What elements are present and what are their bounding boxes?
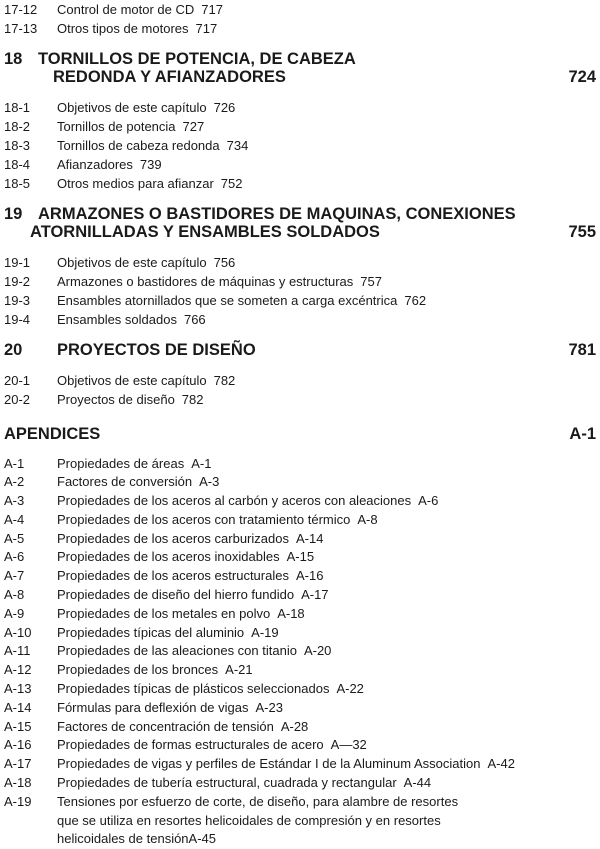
chapter-heading: [0, 50, 596, 86]
chapter-heading: [0, 341, 596, 359]
entry-number: A-3: [4, 493, 25, 509]
entry-number: A-6: [4, 549, 25, 565]
chapter-title-line: REDONDA Y AFIANZADORES: [53, 67, 286, 86]
entry-page: A-18: [277, 605, 305, 621]
entry-page: A-14: [295, 530, 324, 546]
entry-title: Factores de conversión: [57, 474, 193, 490]
entry-title: Ensambles atornillados que se someten a carga excéntrica: [57, 292, 398, 308]
entry-title: Propiedades de los bronces: [57, 662, 219, 678]
toc-entry: [0, 642, 596, 661]
toc-entry: [0, 253, 596, 272]
entry-title-wrap: [57, 136, 596, 155]
entry-title-wrap: [57, 492, 596, 511]
entry-title-wrap: [57, 511, 596, 530]
chapter-title: [38, 50, 568, 86]
toc-entry: [0, 98, 596, 117]
toc-entry: [0, 718, 596, 737]
entry-page: 762: [404, 292, 427, 308]
toc-entry: [0, 455, 596, 474]
entry-page: 727: [182, 118, 205, 134]
toc-entry: [0, 174, 596, 193]
entry-number: 17-12: [4, 1, 38, 17]
appendices-page: A-1: [569, 424, 596, 443]
entry-title: Tornillos de cabeza redonda: [57, 137, 220, 153]
toc-entry: [0, 755, 596, 774]
entry-title: Propiedades típicas de plásticos seleccionados: [57, 681, 330, 697]
entry-page: A-6: [418, 493, 439, 509]
entry-title-wrap: [57, 680, 596, 699]
chapter-title-line: ARMAZONES O BASTIDORES DE MAQUINAS, CONEXIONES: [38, 204, 516, 223]
entry-page: 766: [183, 311, 206, 327]
entry-page: 734: [226, 137, 249, 153]
toc-entry: [0, 586, 596, 605]
entry-title: Propiedades de áreas: [57, 455, 185, 471]
toc-entry: [0, 117, 596, 136]
toc-entry: [0, 699, 596, 718]
entry-title-line: helicoidales de tensión: [57, 831, 189, 847]
chapter-title: [30, 204, 568, 241]
entry-title-wrap: [57, 755, 596, 774]
entry-title-wrap: [57, 605, 596, 624]
entry-title-wrap: [57, 699, 596, 718]
entry-title-wrap: [57, 774, 596, 793]
entry-page: 756: [213, 254, 236, 270]
toc-entry: [0, 548, 596, 567]
chapter-page: 724: [568, 67, 596, 86]
toc-entry: [0, 0, 596, 19]
entry-title: Tensiones por esfuerzo de corte, de diseño, para alambre de resortes: [57, 793, 459, 809]
entry-page: A-15: [286, 549, 315, 565]
chapter-number: 18: [4, 49, 23, 68]
entry-title: Objetivos de este capítulo: [57, 99, 207, 115]
chapter-title-line: TORNILLOS DE POTENCIA, DE CABEZA: [38, 49, 356, 68]
entry-title-wrap: [57, 390, 596, 409]
entry-page: A-22: [336, 681, 364, 697]
toc-entry: [0, 511, 596, 530]
entry-title-wrap: [57, 548, 596, 567]
entry-title-wrap: [57, 793, 596, 812]
entry-title-wrap: [57, 98, 596, 117]
entry-title: Propiedades de los metales en polvo: [57, 605, 271, 621]
entry-number: A-4: [4, 511, 25, 527]
entry-title-wrap: [57, 291, 596, 310]
chapter-title-line: PROYECTOS DE DISEÑO: [57, 340, 256, 359]
entry-number: A-12: [4, 662, 32, 678]
entry-number: A-16: [4, 737, 32, 753]
entry-title: Propiedades de formas estructurales de acero: [57, 737, 324, 753]
entry-title-wrap: [57, 455, 596, 474]
entry-number: 19-4: [4, 311, 31, 327]
toc-entry: [0, 272, 596, 291]
entry-page: A-3: [199, 474, 220, 490]
entry-title: Propiedades de tubería estructural, cuadrada y rectangular: [57, 775, 397, 791]
entry-number: A-7: [4, 568, 25, 584]
toc-entry: [0, 155, 596, 174]
toc-entry: [0, 390, 596, 409]
entry-page: 739: [139, 156, 162, 172]
toc-entry: [0, 530, 596, 549]
entry-title: Otros medios para afianzar: [57, 175, 214, 191]
entry-title-continuation: [0, 830, 596, 849]
toc-entry: [0, 136, 596, 155]
entry-page: A-44: [403, 775, 432, 791]
entry-number: A-19: [4, 793, 32, 809]
entry-title-wrap: [57, 736, 596, 755]
entry-title-wrap: [57, 310, 596, 329]
entry-number: A-1: [4, 455, 25, 471]
appendices-heading: [0, 425, 596, 443]
toc-entry: [0, 774, 596, 793]
entry-number: A-9: [4, 605, 25, 621]
entry-title: Factores de concentración de tensión: [57, 718, 274, 734]
entry-number: A-14: [4, 699, 32, 715]
entry-title-line: que se utiliza en resortes helicoidales de compresión y en resortes: [57, 812, 441, 828]
toc-entry: [0, 567, 596, 586]
entry-number: A-8: [4, 587, 25, 603]
entry-number: A-13: [4, 681, 32, 697]
entry-title: Propiedades de vigas y perfiles de Estándar I de la Aluminum Association: [57, 756, 481, 772]
toc-entry: [0, 793, 596, 812]
entry-number: 18-4: [4, 156, 31, 172]
entry-number: 20-2: [4, 391, 31, 407]
entry-page: A-42: [487, 756, 515, 772]
entry-page: A-23: [255, 699, 283, 715]
entry-title-wrap: [57, 473, 596, 492]
entry-title-wrap: [57, 19, 596, 38]
entry-title: Propiedades de los aceros carburizados: [57, 530, 289, 546]
entry-number: 19-1: [4, 254, 31, 270]
entry-title: Propiedades de los aceros con tratamiento térmico: [57, 511, 351, 527]
toc-entry: [0, 291, 596, 310]
chapter-title-line: ATORNILLADAS Y ENSAMBLES SOLDADOS: [30, 222, 380, 241]
entry-title: Objetivos de este capítulo: [57, 372, 207, 388]
entry-title-wrap: [57, 174, 596, 193]
entry-title: Proyectos de diseño: [57, 391, 175, 407]
chapter-heading: [0, 205, 596, 241]
entry-page: A-20: [303, 643, 332, 659]
entry-number: A-11: [4, 643, 31, 659]
entry-title: Tornillos de potencia: [57, 118, 176, 134]
entry-page: A-19: [251, 624, 279, 640]
entry-title-wrap: [57, 155, 596, 174]
entry-number: A-18: [4, 775, 32, 791]
entry-title: Control de motor de CD: [57, 1, 195, 17]
entry-title-wrap: [57, 642, 596, 661]
entry-title: Propiedades de los aceros estructurales: [57, 568, 289, 584]
entry-title-wrap: [57, 253, 596, 272]
entry-page: A-45: [188, 831, 217, 847]
chapter-number: 20: [4, 340, 23, 359]
entry-title-wrap: [57, 371, 596, 390]
entry-number: 18-3: [4, 137, 31, 153]
entry-page: 726: [213, 99, 236, 115]
toc-entry: [0, 736, 596, 755]
toc-entry: [0, 680, 596, 699]
entry-number: 19-3: [4, 292, 31, 308]
entry-title: Objetivos de este capítulo: [57, 254, 207, 270]
entry-title-wrap: [57, 624, 596, 643]
entry-title: Propiedades de diseño del hierro fundido: [57, 587, 295, 603]
entry-page: 752: [220, 175, 243, 191]
entry-title: Armazones o bastidores de máquinas y estructuras: [57, 273, 354, 289]
toc-entry: [0, 19, 596, 38]
entry-title: Afianzadores: [57, 156, 133, 172]
entry-page: A-16: [295, 568, 324, 584]
entry-page: 782: [213, 372, 236, 388]
entry-number: 18-1: [4, 99, 31, 115]
toc-entry: [0, 310, 596, 329]
entry-number: 19-2: [4, 273, 31, 289]
entry-page: A-28: [280, 718, 309, 734]
entry-number: A-17: [4, 756, 32, 772]
entry-title-wrap: [57, 718, 596, 737]
entry-title: Fórmulas para deflexión de vigas: [57, 699, 249, 715]
entry-number: 18-2: [4, 118, 31, 134]
entry-page: A-17: [301, 587, 329, 603]
toc-entry: [0, 624, 596, 643]
entry-title: Otros tipos de motores: [57, 20, 189, 36]
entry-number: A-2: [4, 474, 25, 490]
entry-title-wrap: [57, 0, 596, 19]
entry-page: A-1: [191, 455, 212, 471]
entry-number: A-5: [4, 530, 25, 546]
entry-title-wrap: [57, 530, 596, 549]
entry-title-wrap: [57, 272, 596, 291]
entry-title: Propiedades de los aceros inoxidables: [57, 549, 280, 565]
entry-page: 717: [201, 1, 223, 17]
toc-entry: [0, 492, 596, 511]
appendices-title-text: APENDICES: [4, 424, 101, 443]
entry-number: 18-5: [4, 175, 31, 191]
entry-title: Propiedades de los aceros al carbón y aceros con aleaciones: [57, 493, 412, 509]
entry-page: A-21: [225, 662, 253, 678]
toc-entry: [0, 661, 596, 680]
entry-page: 717: [195, 20, 218, 36]
toc-entry: [0, 371, 596, 390]
entry-title: Propiedades típicas del aluminio: [57, 624, 245, 640]
chapter-title: [57, 341, 568, 359]
entry-title: Ensambles soldados: [57, 311, 177, 327]
appendices-title: [0, 425, 569, 443]
entry-title-wrap: [57, 586, 596, 605]
entry-number: 17-13: [4, 20, 38, 36]
entry-title: Propiedades de las aleaciones con titanio: [57, 643, 297, 659]
entry-page: 757: [360, 273, 382, 289]
entry-number: A-15: [4, 718, 32, 734]
entry-title-wrap: [57, 117, 596, 136]
entry-page: A-8: [357, 511, 378, 527]
entry-title-wrap: [57, 661, 596, 680]
toc-entry: [0, 473, 596, 492]
entry-page: A—32: [330, 737, 367, 753]
entry-page: 782: [181, 391, 204, 407]
chapter-page: 781: [568, 340, 596, 359]
entry-number: 20-1: [4, 372, 31, 388]
toc-entry: [0, 605, 596, 624]
entry-number: A-10: [4, 624, 32, 640]
chapter-number: 19: [4, 204, 23, 223]
chapter-page: 755: [568, 222, 596, 241]
entry-title-wrap: [57, 567, 596, 586]
entry-title-continuation: [0, 812, 596, 831]
